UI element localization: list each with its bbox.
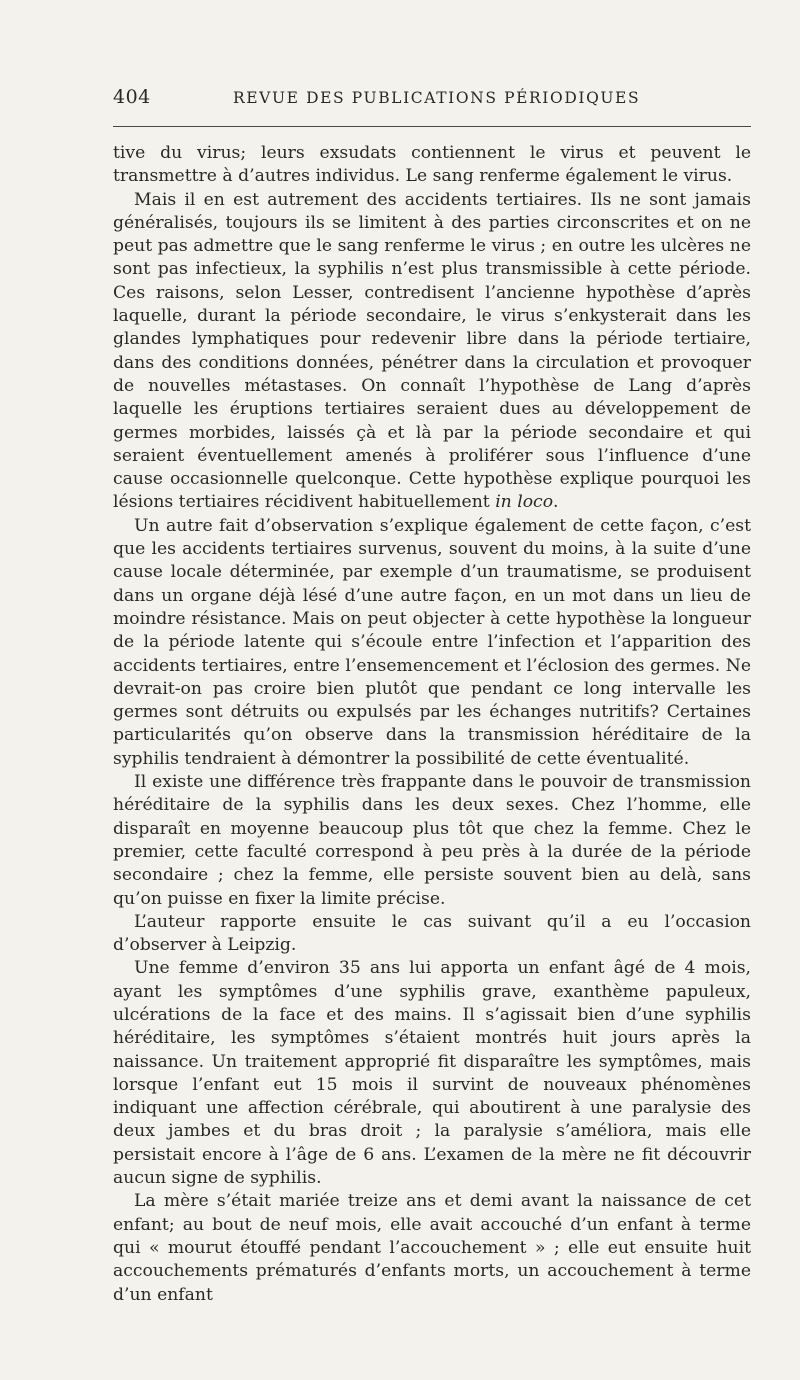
paragraph — [113, 957, 751, 1190]
paragraph-end: . — [553, 492, 559, 513]
body-text — [113, 142, 751, 1307]
paragraph-text: tive du virus; leurs exsudats contiennent le virus et peuvent le transmettre à d’autres individus. Le sang renferme également le virus. — [113, 143, 751, 187]
paragraph-text: Mais il en est autrement des accidents tertiaires. Ils ne sont jamais généralisés, toujours ils se limitent à des parties circonscrites et on ne peut pas admettre que le sang renferme le virus ; en outre les ulcères ne sont pas infectieux, la syphilis n’est plus transmissible à cette période. Ces raisons, selon Lesser, contredisent l’ancienne hypothèse d’après laquelle, durant la période secondaire, le virus s’enkysterait dans les glandes lymphatiques pour redevenir libre dans la période tertiaire, dans des conditions données, pénétrer dans la circulation et provoquer de nouvelles métastases. On connaît l’hypothèse de Lang d’après laquelle les éruptions tertiaires seraient dues au développement de germes morbides, laissés çà et là par la période secondaire et qui seraient éventuellement amenés à proliférer sous l’influence d’une cause occasionnelle quelconque. Cette hypothèse explique pourquoi les lésions tertiaires récidivent habituellement — [113, 189, 751, 513]
running-title: REVUE DES PUBLICATIONS PÉRIODIQUES — [233, 89, 641, 107]
paragraph — [113, 142, 751, 189]
paragraph-text: L’auteur rapporte ensuite le cas suivant qu’il a eu l’occasion d’observer à Leipzig. — [113, 911, 751, 956]
paragraph-text: Un autre fait d’observation s’explique également de cette façon, c’est que les accidents tertiaires survenus, souvent du moins, à la suite d’une cause locale déterminée, par exemple d’un traumatisme, se produisent dans un organe déjà lésé d’une autre façon, en un mot dans un lieu de moindre résistance. Mais on peut objecter à cette hypothèse la longueur de la période latente qui s’écoule entre l’infection et l’apparition des accidents tertiaires, entre l’ensemencement et l’éclosion des germes. Ne devrait-on pas croire bien plutôt que pendant ce long intervalle les germes sont détruits ou expulsés par les échanges nutritifs? Certaines particularités qu’on observe dans la transmission héréditaire de la syphilis tendraient à démontrer la possibilité de cette éventualité. — [113, 515, 751, 769]
paragraph — [113, 911, 751, 958]
paragraph-text: Une femme d’environ 35 ans lui apporta un enfant âgé de 4 mois, ayant les symptômes d’une syphilis grave, exanthème papuleux, ulcérations de la face et des mains. Il s’agissait bien d’une syphilis héréditaire, les symptômes s’étaient montrés huit jours après la naissance. Un traitement approprié fit disparaître les symptômes, mais lorsque l’enfant eut 15 mois il survint de nouveaux phénomènes indiquant une affection cérébrale, qui aboutirent à une paralysie des deux jambes et du bras droit ; la paralysie s’améliora, mais elle persistait encore à l’âge de 6 ans. L’examen de la mère ne fit découvrir aucun signe de syphilis. — [113, 958, 751, 1189]
paragraph — [113, 515, 751, 771]
page-number: 404 — [113, 86, 151, 108]
paragraph — [113, 771, 751, 911]
paragraph-text: La mère s’était mariée treize ans et demi avant la naissance de cet enfant; au bout de neuf mois, elle avait accouché d’un enfant à terme qui « mourut étouffé pendant l’accouchement » ; elle eut ensuite huit accouchements prématurés d’enfants morts, un accouchement à terme d’un enfant — [113, 1191, 751, 1305]
header-rule — [113, 126, 751, 127]
paragraph-text: Il existe une différence très frappante dans le pouvoir de transmission héréditaire de la syphilis dans les deux sexes. Chez l’homme, elle disparaît en moyenne beaucoup plus tôt que chez la femme. Chez le premier, cette faculté correspond à peu près à la durée de la période secondaire ; chez la femme, elle persiste souvent bien au delà, sans qu’on puisse en fixer la limite précise. — [113, 772, 751, 909]
paragraph — [113, 189, 751, 515]
paragraph — [113, 1190, 751, 1306]
italic-phrase: in loco — [495, 492, 554, 513]
page-header — [113, 86, 751, 116]
